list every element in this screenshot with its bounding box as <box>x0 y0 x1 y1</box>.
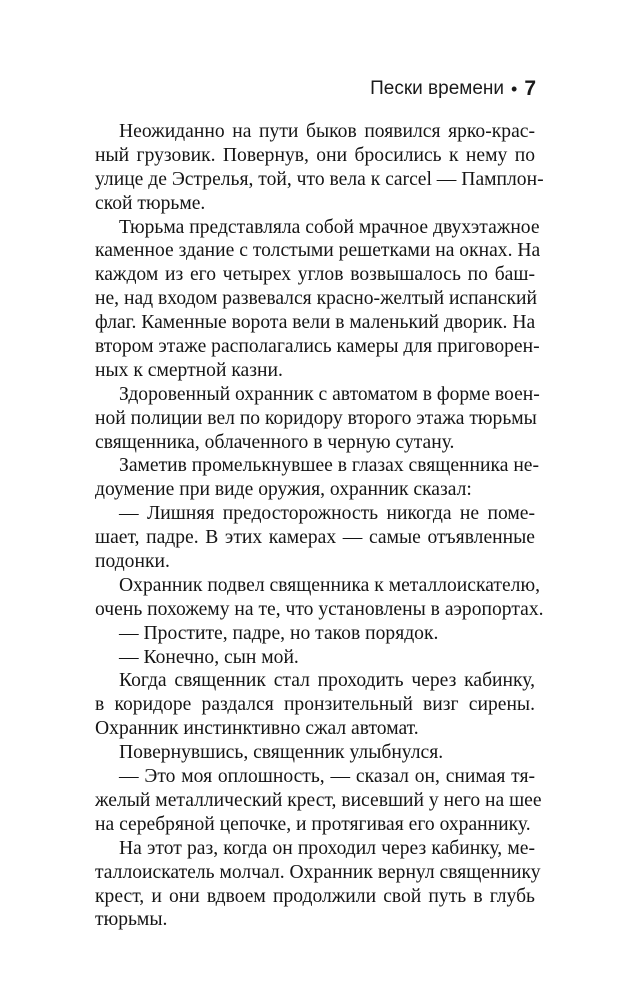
text-line: желый металлический крест, висевший у него на шее <box>95 789 542 811</box>
paragraph <box>95 454 540 502</box>
text-line: не, над входом развевался красно-желтый испанский <box>95 288 537 310</box>
paragraph <box>95 383 540 455</box>
text-line: ной полиции вел по коридору второго этажа тюрьмы <box>95 407 537 429</box>
text-line: — Лишняя предосторожность никогда не поме- <box>119 503 535 525</box>
text-line: священника, облаченного в черную сутану. <box>95 431 455 453</box>
paragraph <box>95 622 535 646</box>
text-line: — Это моя оплошность, — сказал он, снимая тя- <box>119 766 535 788</box>
text-line: Повернувшись, священник улыбнулся. <box>119 742 444 764</box>
text-line: ных к смертной казни. <box>95 359 283 381</box>
running-head <box>370 74 536 104</box>
paragraph <box>95 502 535 574</box>
text-line: доумение при виде оружия, охранник сказал: <box>95 479 472 501</box>
text-line: таллоискатель молчал. Охранник вернул священнику <box>95 861 541 883</box>
paragraph <box>95 120 544 216</box>
text-line: Тюрьма представляла собой мрачное двухэтажное <box>119 216 540 238</box>
paragraph <box>95 765 542 837</box>
text-line: тюрьмы. <box>95 909 168 931</box>
text-line: втором этаже располагались камеры для приговорен- <box>95 336 540 358</box>
text-line: Заметив промелькнувшее в глазах священника не- <box>119 455 540 477</box>
text-line: крест, и они вдвоем продолжили свой путь в глубь <box>95 885 535 907</box>
text-line: На этот раз, когда он проходил через кабинку, ме- <box>119 837 535 859</box>
text-line: Когда священник стал проходить через кабинку, <box>119 670 535 692</box>
paragraph <box>95 741 535 765</box>
text-line: каждом из его четырех углов возвышалось по баш- <box>95 264 535 286</box>
page-body-text <box>95 120 544 932</box>
text-line: — Простите, падре, но таков порядок. <box>119 622 439 644</box>
text-line: Охранник подвел священника к металлоискателю, <box>119 574 540 596</box>
text-line: ный грузовик. Повернув, они бросились к нему по <box>95 144 535 166</box>
text-line: шает, падре. В этих камерах — самые отъявленные <box>95 527 535 549</box>
text-line: — Конечно, сын мой. <box>119 646 299 668</box>
paragraph <box>95 837 541 933</box>
header-separator: • <box>511 78 518 99</box>
text-line: ской тюрьме. <box>95 192 206 214</box>
text-line: подонки. <box>95 551 170 573</box>
text-line: Здоровенный охранник с автоматом в форме воен- <box>119 383 540 405</box>
text-line: флаг. Каменные ворота вели в маленький дворик. На <box>95 312 536 334</box>
paragraph <box>95 216 541 383</box>
text-line: в коридоре раздался пронзительный визг сирены. <box>95 694 535 716</box>
text-line: Охранник инстинктивно сжал автомат. <box>95 718 419 740</box>
paragraph <box>95 669 535 741</box>
text-line: на серебряной цепочке, и протягивая его охраннику. <box>95 813 531 835</box>
running-title: Пески времени <box>370 78 504 99</box>
text-line: улице де Эстрелья, той, что вела к carcel — Памплон- <box>95 168 544 190</box>
text-line: очень похожему на те, что установлены в аэропортах. <box>95 598 544 620</box>
page-number: 7 <box>524 77 536 100</box>
paragraph <box>95 646 535 670</box>
text-line: каменное здание с толстыми решетками на окнах. На <box>95 240 541 262</box>
paragraph <box>95 574 544 622</box>
text-line: Неожиданно на пути быков появился ярко-крас- <box>119 121 535 142</box>
